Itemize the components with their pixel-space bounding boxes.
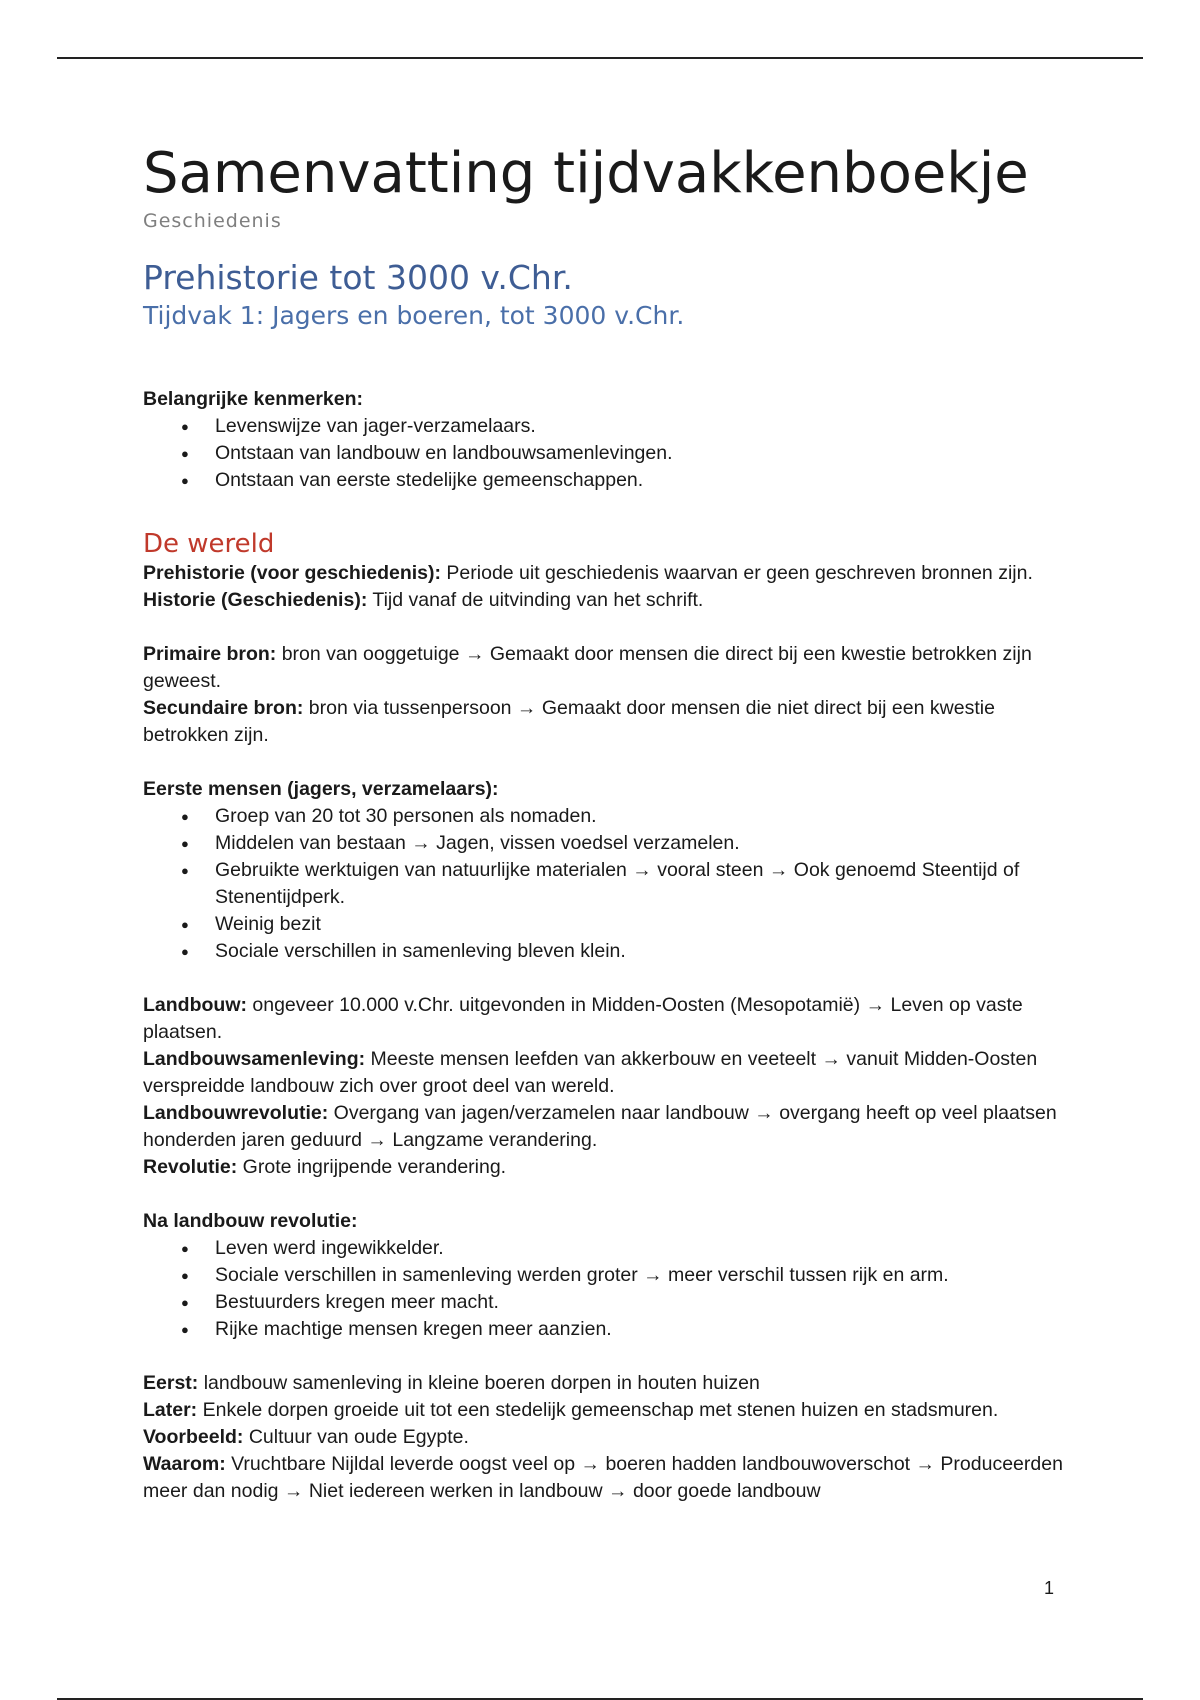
definition-text: Tijd vanaf de uitvinding van het schrift. (367, 589, 704, 611)
list-item: ● Ontstaan van eerste stedelijke gemeenschappen. (215, 467, 1073, 494)
list-item: ● Weinig bezit (215, 911, 1073, 938)
eerste-mensen-list (143, 803, 1073, 965)
definition-text: bron via tussenpersoon → Gemaakt door mensen die niet direct bij een kwestie betrokken zijn. (143, 697, 995, 746)
definition-term: Landbouwsamenleving: (143, 1048, 366, 1070)
heading-prehistorie: Prehistorie tot 3000 v.Chr. (143, 258, 573, 297)
list-item: ● Levenswijze van jager-verzamelaars. (215, 413, 1073, 440)
definition-term: Eerst: (143, 1372, 199, 1394)
list-item: ● Ontstaan van landbouw en landbouwsamenlevingen. (215, 440, 1073, 467)
definition-term: Revolutie: (143, 1156, 238, 1178)
kenmerken-label: Belangrijke kenmerken: (143, 388, 364, 410)
eerste-mensen-block (143, 776, 1073, 965)
definition (143, 1424, 1073, 1451)
kenmerken-list (143, 413, 1073, 494)
definitions-block-1 (143, 560, 1073, 614)
na-landbouw-label: Na landbouw revolutie: (143, 1210, 358, 1232)
definition-text: Overgang van jagen/verzamelen naar landbouw → overgang heeft op veel plaatsen honderden jaren geduurd → Langzame verandering. (143, 1102, 1057, 1151)
heading-tijdvak-1: Tijdvak 1: Jagers en boeren, tot 3000 v.Chr. (143, 301, 685, 330)
na-landbouw-block (143, 1208, 1073, 1343)
na-landbouw-list (143, 1235, 1073, 1343)
list-item: ● Bestuurders kregen meer macht. (215, 1289, 1073, 1316)
definition-text: bron van ooggetuige → Gemaakt door mensen die direct bij een kwestie betrokken zijn geweest. (143, 643, 1032, 692)
definition (143, 992, 1073, 1046)
kenmerken-block (143, 386, 1073, 494)
definition-term: Later: (143, 1399, 198, 1421)
definition (143, 695, 1073, 749)
definition-text: Grote ingrijpende verandering. (237, 1156, 507, 1178)
definition-text: Enkele dorpen groeide uit tot een stedelijk gemeenschap met stenen huizen en stadsmuren. (197, 1399, 999, 1421)
list-item: ● Groep van 20 tot 30 personen als nomaden. (215, 803, 1073, 830)
definition-term: Waarom: (143, 1453, 226, 1475)
definition-text: ongeveer 10.000 v.Chr. uitgevonden in Midden-Oosten (Mesopotamië) → Leven op vaste plaatsen. (143, 994, 1023, 1043)
definition-term: Primaire bron: (143, 643, 277, 665)
definition-term: Landbouw: (143, 994, 247, 1016)
header-rule (57, 57, 1143, 59)
definition-text: Periode uit geschiedenis waarvan er geen geschreven bronnen zijn. (441, 562, 1033, 584)
list-item: ● Rijke machtige mensen kregen meer aanzien. (215, 1316, 1073, 1343)
list-item: ● Sociale verschillen in samenleving werden groter → meer verschil tussen rijk en arm. (215, 1262, 1073, 1289)
definition (143, 1451, 1073, 1505)
definition (143, 560, 1073, 587)
list-item: ● Leven werd ingewikkelder. (215, 1235, 1073, 1262)
list-item: ● Sociale verschillen in samenleving bleven klein. (215, 938, 1073, 965)
definition-text: Cultuur van oude Egypte. (243, 1426, 469, 1448)
definition-term: Landbouwrevolutie: (143, 1102, 329, 1124)
definitions-block-3 (143, 992, 1073, 1181)
definition (143, 1100, 1073, 1154)
definition-term: Secundaire bron: (143, 697, 304, 719)
definitions-block-2 (143, 641, 1073, 749)
definition-text: landbouw samenleving in kleine boeren dorpen in houten huizen (198, 1372, 760, 1394)
definition-text: Vruchtbare Nijldal leverde oogst veel op → boeren hadden landbouwoverschot → Produceerden meer dan nodig → Niet iedereen werken in landbouw → door goede landbouw (143, 1453, 1063, 1502)
definition-term: Prehistorie (voor geschiedenis): (143, 562, 441, 584)
definition (143, 1370, 1073, 1397)
definition (143, 1154, 1073, 1181)
definition (143, 1397, 1073, 1424)
definition (143, 1046, 1073, 1100)
heading-de-wereld: De wereld (143, 529, 275, 559)
document-page (143, 140, 1073, 1505)
list-item: ● Gebruikte werktuigen van natuurlijke materialen → vooral steen → Ook genoemd Steentijd of Stenentijdperk. (215, 857, 1073, 911)
list-item: ● Middelen van bestaan → Jagen, vissen voedsel verzamelen. (215, 830, 1073, 857)
definition (143, 587, 1073, 614)
definition-term: Voorbeeld: (143, 1426, 244, 1448)
eerste-mensen-label: Eerste mensen (jagers, verzamelaars): (143, 778, 499, 800)
definition (143, 641, 1073, 695)
definition-term: Historie (Geschiedenis): (143, 589, 368, 611)
page-number: 1 (1044, 1578, 1055, 1598)
document-subtitle: Geschiedenis (143, 210, 282, 232)
definition-text: Meeste mensen leefden van akkerbouw en veeteelt → vanuit Midden-Oosten verspreidde landbouw zich over groot deel van wereld. (143, 1048, 1038, 1097)
definitions-block-4 (143, 1370, 1073, 1505)
document-title: Samenvatting tijdvakkenboekje (143, 141, 1029, 206)
